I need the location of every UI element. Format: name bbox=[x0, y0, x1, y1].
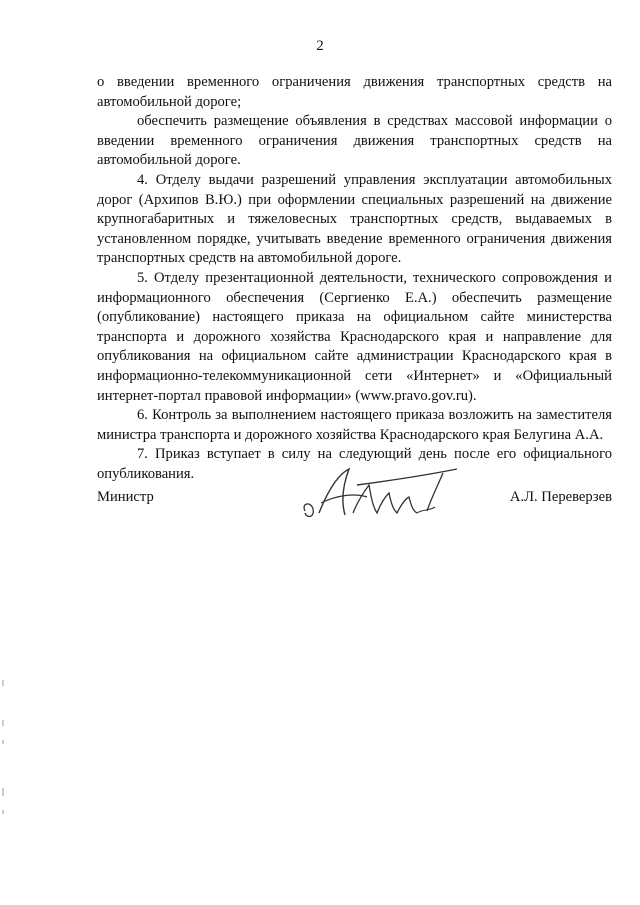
signatory-title: Министр bbox=[97, 489, 154, 505]
handwritten-signature bbox=[297, 463, 467, 523]
paragraph-item-4: 4. Отделу выдачи разрешений управления эксплуатации автомобильных дорог (Архипов В.Ю.) при оформлении специальных разрешений на движение крупногабаритных и тяжеловесных транспортных средств, выдаваемых в установленном порядке, учитывать введение временного ограничения движения транспортных средств на автомобильной дороге. bbox=[97, 171, 612, 267]
paragraph-continuation: о введении временного ограничения движения транспортных средств на автомобильной дороге; bbox=[97, 74, 612, 110]
paragraph-announcement: обеспечить размещение объявления в средствах массовой информации о введении временного ограничения движения транспортных средств на автомобильной дороге. bbox=[97, 113, 612, 169]
paragraph-item-7: 7. Приказ вступает в силу на следующий день после его официального опубликования. bbox=[97, 446, 612, 482]
signature-block bbox=[97, 463, 612, 533]
signatory-name: А.Л. Переверзев bbox=[509, 489, 612, 505]
document-body bbox=[97, 73, 612, 484]
page-number: 2 bbox=[316, 38, 324, 54]
scan-edge-marks bbox=[2, 680, 6, 830]
paragraph-item-6: 6. Контроль за выполнением настоящего приказа возложить на заместителя министра транспорта и дорожного хозяйства Краснодарского края Белугина А.А. bbox=[97, 407, 612, 443]
paragraph-item-5: 5. Отделу презентационной деятельности, технического сопровождения и информационного обеспечения (Сергиенко Е.А.) обеспечить размещение (опубликование) настоящего приказа на официальном сайте министерства транспорта и дорожного хозяйства Краснодарского края и направление для опубликования на официальном сайте администрации Краснодарского края в информационно-телекоммуникационной сети «Интернет» и «Официальный интернет-портал правовой информации» (www.pravo.gov.ru). bbox=[97, 269, 612, 404]
